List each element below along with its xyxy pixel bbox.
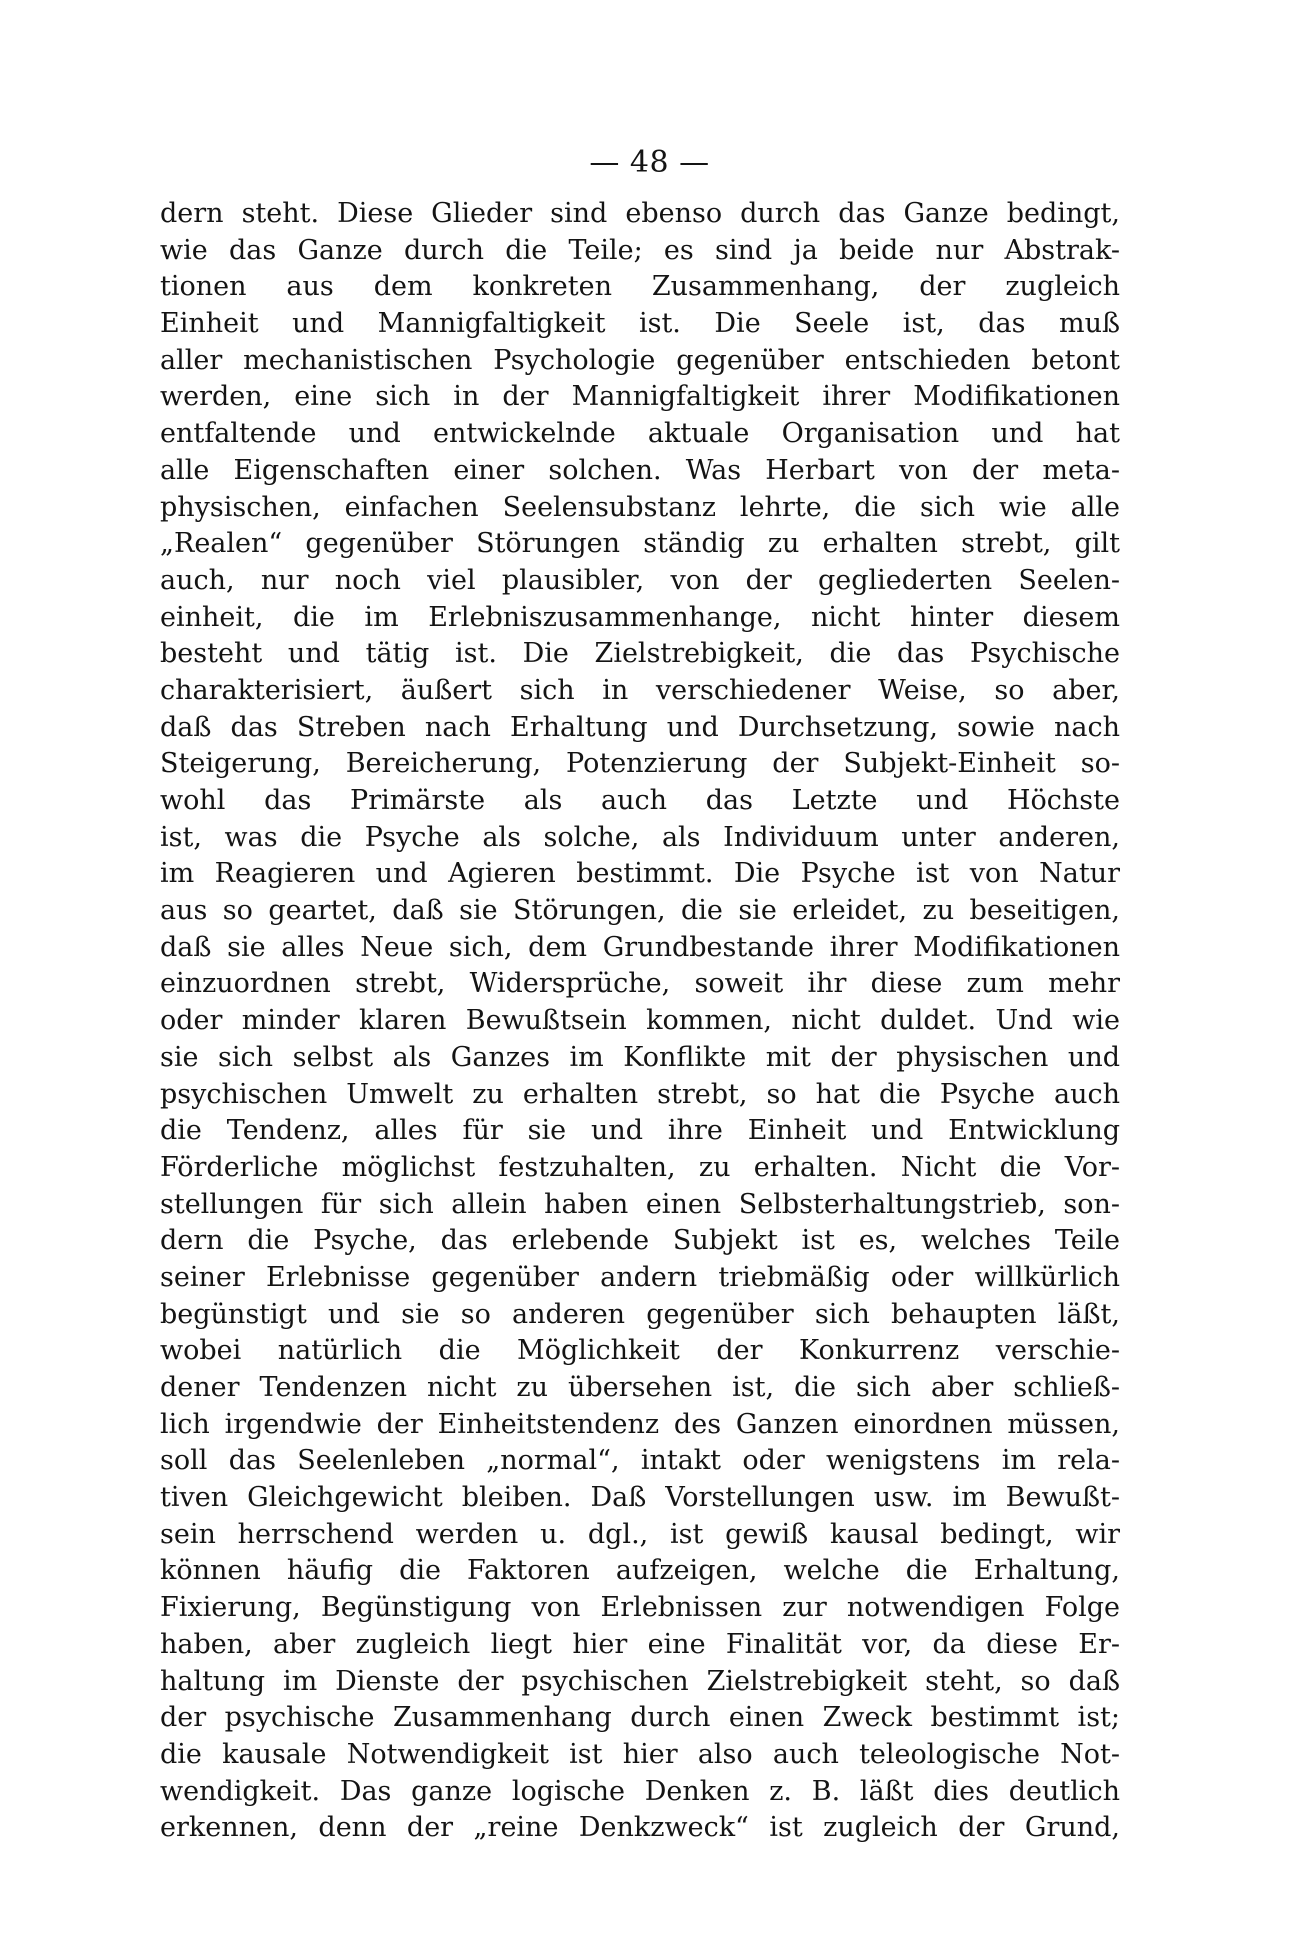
text-line: können häufig die Faktoren aufzeigen, welche die Erhaltung, xyxy=(160,1555,1120,1587)
text-line: dern die Psyche, das erlebende Subjekt ist es, welches Teile xyxy=(160,1225,1120,1257)
text-line: sie sich selbst als Ganzes im Konflikte mit der physischen und xyxy=(160,1041,1120,1073)
text-line: sein herrschend werden u. dgl., ist gewiß kausal bedingt, wir xyxy=(160,1518,1120,1550)
text-line: Steigerung, Bereicherung, Potenzierung der Subjekt-Einheit so- xyxy=(160,748,1120,780)
text-line: aller mechanistischen Psychologie gegenüber entschieden betont xyxy=(160,344,1120,376)
text-line: physischen, einfachen Seelensubstanz lehrte, die sich wie alle xyxy=(160,491,1120,523)
text-line: seiner Erlebnisse gegenüber andern triebmäßig oder willkürlich xyxy=(160,1261,1120,1293)
text-line: „Realen“ gegenüber Störungen ständig zu erhalten strebt, gilt xyxy=(160,528,1120,560)
text-line: entfaltende und entwickelnde aktuale Organisation und hat xyxy=(160,418,1120,450)
text-line: wie das Ganze durch die Teile; es sind ja beide nur Abstrak- xyxy=(160,234,1120,266)
text-line: haltung im Dienste der psychischen Zielstrebigkeit steht, so daß xyxy=(160,1665,1120,1697)
text-line: wobei natürlich die Möglichkeit der Konkurrenz verschie- xyxy=(160,1335,1120,1367)
text-line: erkennen, denn der „reine Denkzweck“ ist zugleich der Grund, xyxy=(160,1812,1120,1844)
text-line: die Tendenz, alles für sie und ihre Einheit und Entwicklung xyxy=(160,1115,1120,1147)
text-line: tionen aus dem konkreten Zusammenhang, der zugleich xyxy=(160,271,1120,303)
text-line: charakterisiert, äußert sich in verschiedener Weise, so aber, xyxy=(160,674,1120,706)
text-line: werden, eine sich in der Mannigfaltigkeit ihrer Modifikationen xyxy=(160,381,1120,413)
text-line: psychischen Umwelt zu erhalten strebt, so hat die Psyche auch xyxy=(160,1078,1120,1110)
text-line: haben, aber zugleich liegt hier eine Finalität vor, da diese Er- xyxy=(160,1628,1120,1660)
text-line: oder minder klaren Bewußtsein kommen, nicht duldet. Und wie xyxy=(160,1005,1120,1037)
text-line: dener Tendenzen nicht zu übersehen ist, die sich aber schließ- xyxy=(160,1372,1120,1403)
page-number: — 48 — xyxy=(589,145,710,180)
text-line: auch, nur noch viel plausibler, von der gegliederten Seelen- xyxy=(160,564,1120,596)
text-line: Einheit und Mannigfaltigkeit ist. Die Seele ist, das muß xyxy=(160,308,1120,340)
text-line: einheit, die im Erlebniszusammenhange, nicht hinter diesem xyxy=(160,601,1120,633)
text-line: im Reagieren und Agieren bestimmt. Die Psyche ist von Natur xyxy=(160,858,1120,890)
text-line: ist, was die Psyche als solche, als Individuum unter anderen, xyxy=(160,821,1120,853)
text-line: daß das Streben nach Erhaltung und Durchsetzung, sowie nach xyxy=(160,711,1120,743)
text-line: einzuordnen strebt, Widersprüche, soweit ihr diese zum mehr xyxy=(160,968,1120,1000)
text-line: Förderliche möglichst festzuhalten, zu erhalten. Nicht die Vor- xyxy=(160,1151,1120,1183)
text-line: besteht und tätig ist. Die Zielstrebigkeit, die das Psychische xyxy=(160,638,1120,670)
text-line: stellungen für sich allein haben einen Selbsterhaltungstrieb, son- xyxy=(160,1188,1120,1220)
text-line: alle Eigenschaften einer solchen. Was Herbart von der meta- xyxy=(160,454,1120,486)
text-line: tiven Gleichgewicht bleiben. Daß Vorstellungen usw. im Bewußt- xyxy=(160,1482,1120,1514)
text-line: daß sie alles Neue sich, dem Grundbestande ihrer Modifikationen xyxy=(160,931,1120,963)
text-line: aus so geartet, daß sie Störungen, die sie erleidet, zu beseitigen, xyxy=(160,895,1120,927)
text-line: lich irgendwie der Einheitstendenz des Ganzen einordnen müssen, xyxy=(160,1408,1120,1440)
text-line: die kausale Notwendigkeit ist hier also auch teleologische Not- xyxy=(160,1738,1120,1770)
text-line: soll das Seelenleben „normal“, intakt oder wenigstens im rela- xyxy=(160,1445,1120,1477)
text-line: begünstigt und sie so anderen gegenüber sich behaupten läßt, xyxy=(160,1298,1120,1330)
text-line: wohl das Primärste als auch das Letzte und Höchste xyxy=(160,785,1120,816)
text-line: der psychische Zusammenhang durch einen Zweck bestimmt ist; xyxy=(160,1702,1120,1734)
text-line: wendigkeit. Das ganze logische Denken z. B. läßt dies deutlich xyxy=(160,1775,1120,1807)
text-line: dern steht. Diese Glieder sind ebenso durch das Ganze bedingt, xyxy=(160,198,1120,229)
text-line: Fixierung, Begünstigung von Erlebnissen zur notwendigen Folge xyxy=(160,1592,1120,1624)
body-text xyxy=(160,196,1120,1847)
